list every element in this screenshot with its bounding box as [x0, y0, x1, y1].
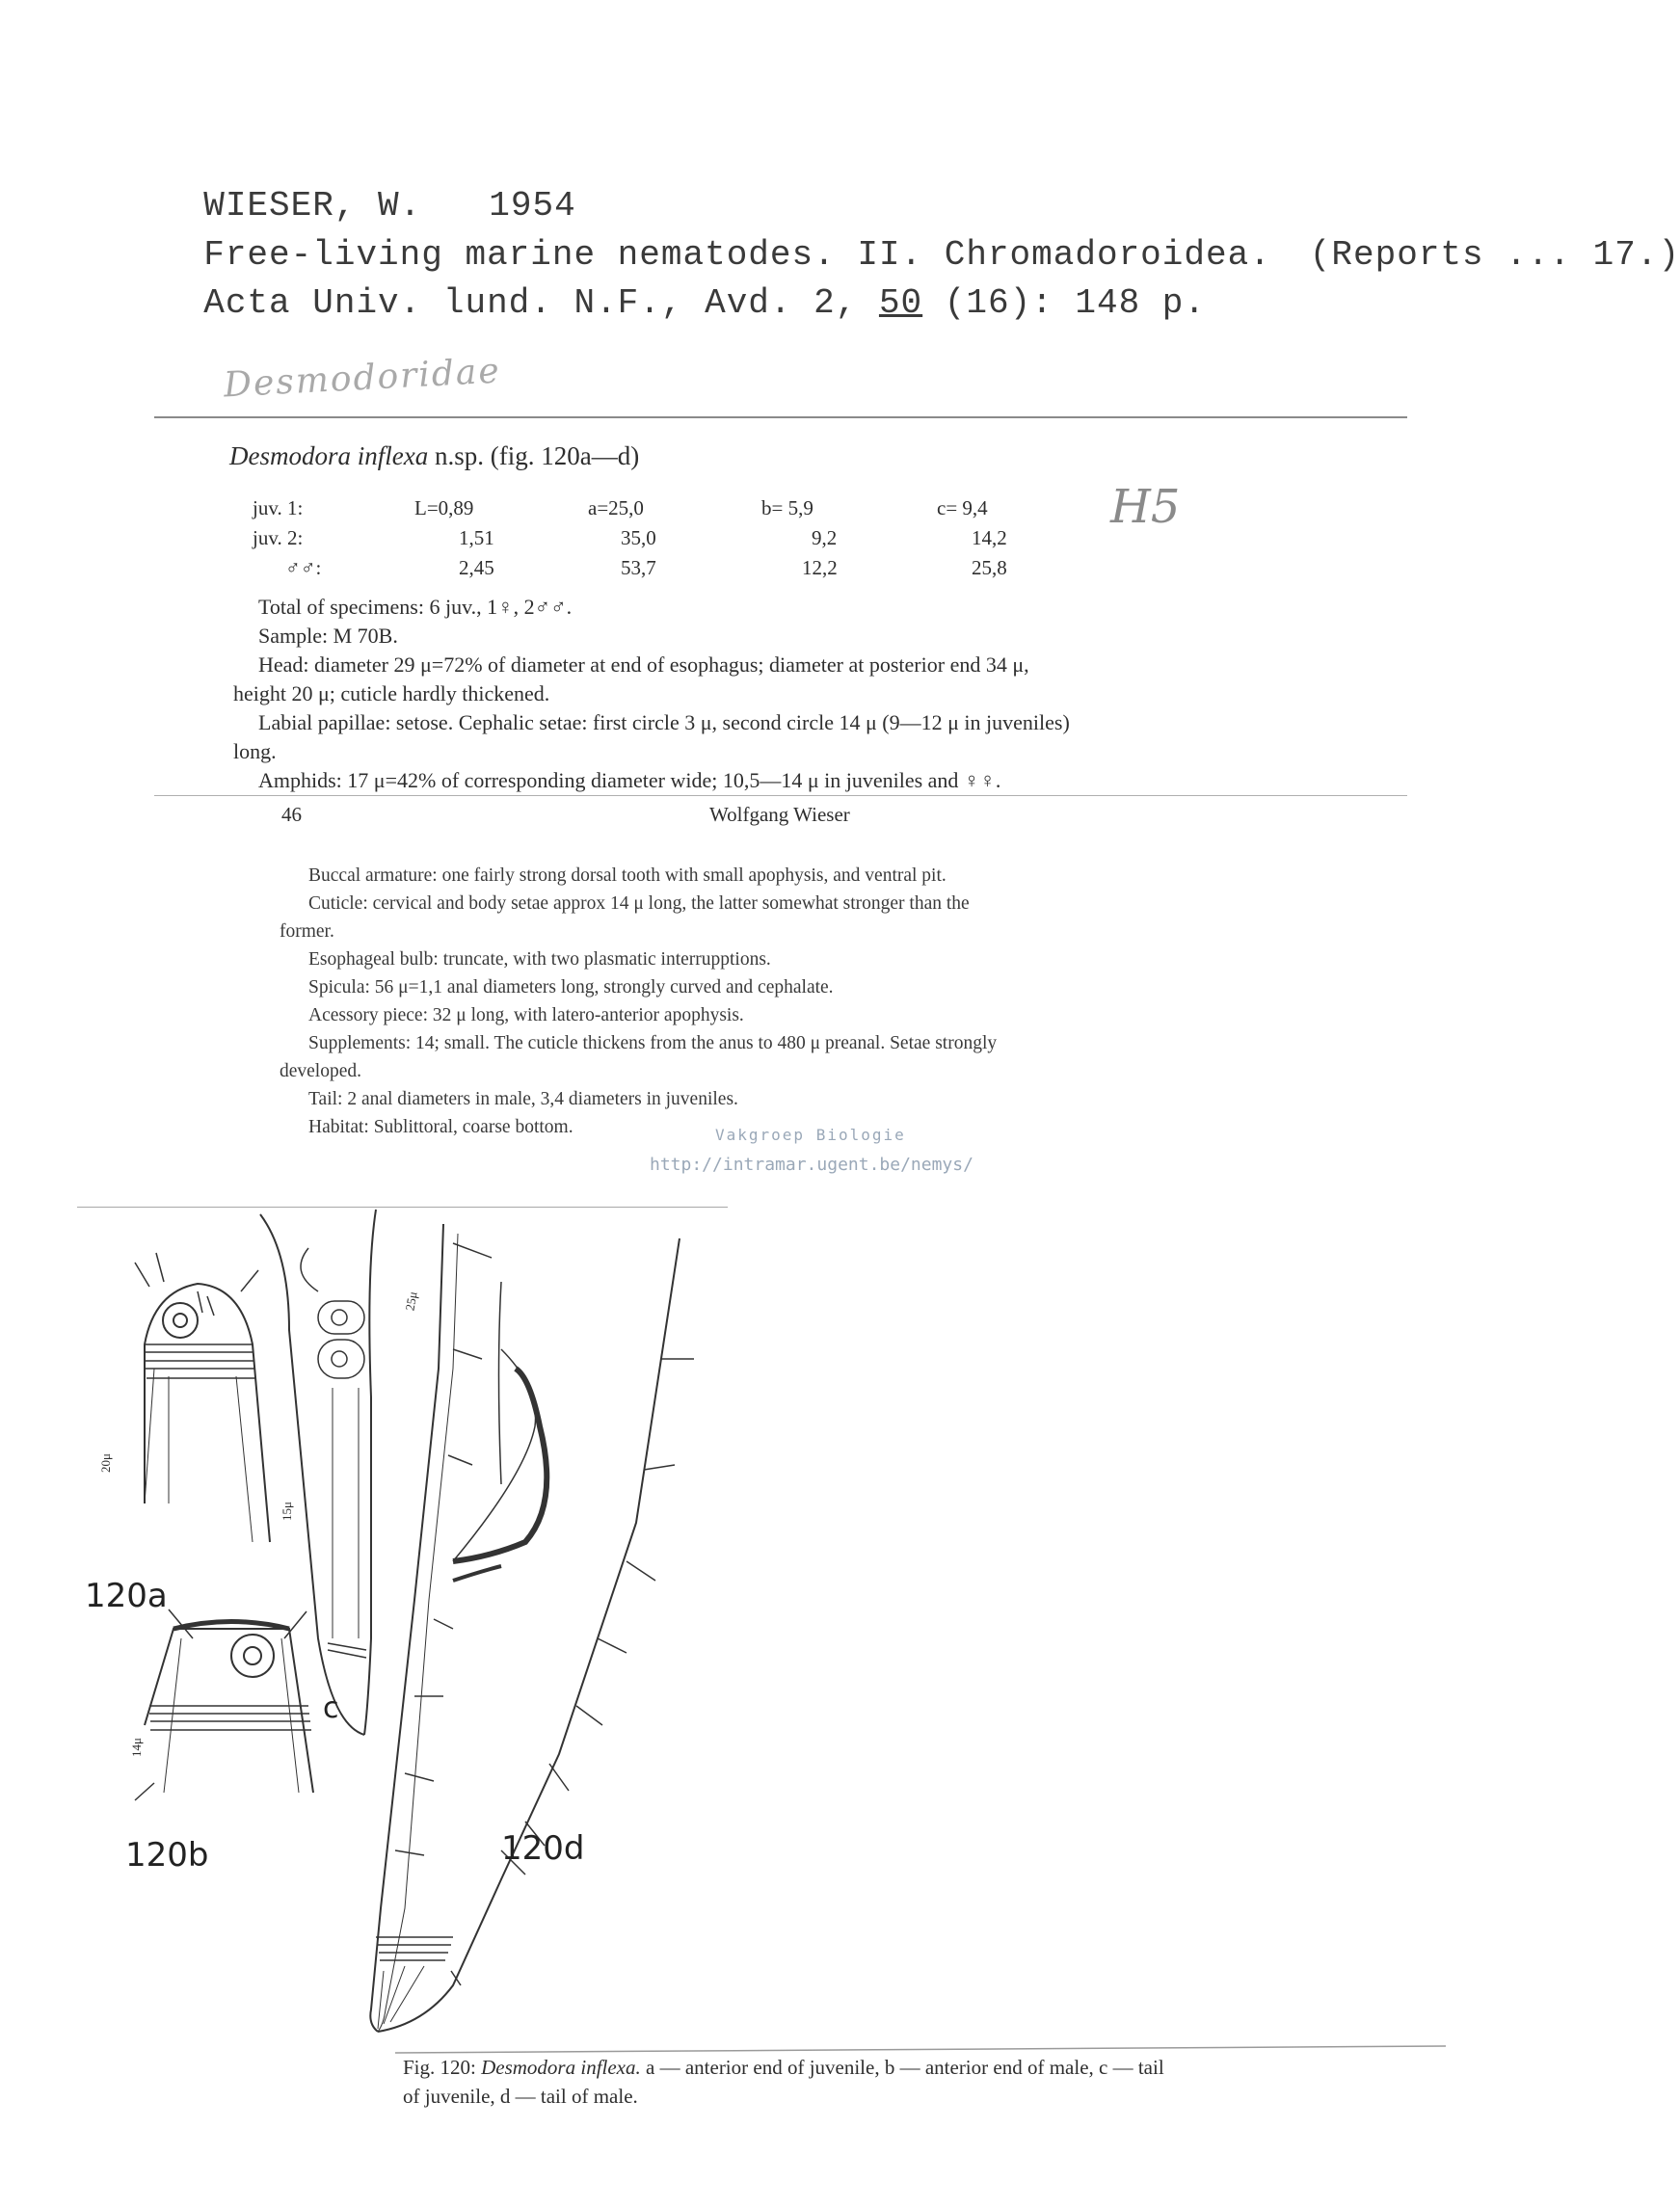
stage-label: ♂♂:	[285, 556, 322, 579]
journal-volume: 50	[878, 283, 923, 323]
year: 1954	[489, 186, 576, 226]
caption-species: Desmodora inflexa.	[481, 2056, 641, 2079]
journal-post: (16): 148 p.	[944, 283, 1207, 323]
author-name: WIESER, W.	[203, 186, 422, 226]
text-line: Tail: 2 anal diameters in male, 3,4 diameters in juveniles.	[308, 1089, 738, 1109]
text-line: Supplements: 14; small. The cuticle thickens from the anus to 480 μ preanal. Setae strongly	[308, 1033, 998, 1053]
text-line: former.	[280, 921, 334, 942]
page-number: 46	[281, 803, 302, 826]
running-head: Wolfgang Wieser	[709, 803, 850, 826]
scale-label: 20μ	[97, 1453, 113, 1473]
head-line-1: Head: diameter 29 μ=72% of diameter at end of esophagus; diameter at posterior end 34 μ,	[258, 652, 1029, 677]
label-120a: 120a	[85, 1577, 168, 1615]
text-line: Cuticle: cervical and body setae approx 14 μ long, the latter somewhat stronger than the	[308, 893, 970, 914]
handwritten-code: H5	[1110, 480, 1181, 534]
value-a: a=25,0	[588, 496, 644, 519]
handwritten-family-note: Desmodoridae	[223, 351, 502, 406]
value-b: 9,2	[812, 526, 838, 549]
drawing-120d	[370, 1224, 694, 2032]
species-suffix: n.sp. (fig. 120a—d)	[434, 441, 640, 470]
labial-line-2: long.	[233, 739, 277, 763]
scale-label: 25μ	[402, 1290, 420, 1313]
caption-rest-1: a — anterior end of juvenile, b — anterior end of male, c — tail	[646, 2056, 1164, 2079]
value-c: 14,2	[972, 526, 1007, 549]
value-b: b= 5,9	[761, 496, 813, 519]
caption-prefix: Fig. 120:	[403, 2056, 476, 2079]
watermark-dept: Vakgroep Biologie	[715, 1126, 906, 1144]
label-120d: 120d	[501, 1829, 585, 1868]
caption-line-2: of juvenile, d — tail of male.	[403, 2085, 638, 2108]
label-120c: c	[323, 1691, 339, 1725]
caption-line-1	[403, 2053, 1473, 2082]
species-epithet: inflexa	[357, 441, 429, 470]
text-line: Acessory piece: 32 μ long, with latero-anterior apophysis.	[308, 1005, 744, 1025]
sample: Sample: M 70B.	[258, 624, 398, 648]
value-L: 1,51	[459, 526, 494, 549]
amphids-line: Amphids: 17 μ=42% of corresponding diameter wide; 10,5—14 μ in juveniles and ♀♀.	[258, 768, 1001, 792]
drawing-120c	[260, 1210, 376, 1735]
text-line: Habitat: Sublittoral, coarse bottom.	[308, 1117, 573, 1137]
value-L: L=0,89	[414, 496, 474, 519]
value-c: c= 9,4	[937, 496, 988, 519]
value-b: 12,2	[802, 556, 838, 579]
journal-pre: Acta Univ. lund. N.F., Avd. 2,	[203, 283, 858, 323]
head-line-2: height 20 μ; cuticle hardly thickened.	[233, 681, 550, 705]
labial-line-1: Labial papillae: setose. Cephalic setae: first circle 3 μ, second circle 14 μ (9—12 μ in juveniles)	[258, 710, 1070, 734]
label-120b: 120b	[125, 1836, 209, 1875]
value-a: 35,0	[621, 526, 656, 549]
figure-caption	[403, 2053, 1473, 2111]
scale-label: 15μ	[279, 1502, 294, 1521]
watermark-url: http://intramar.ugent.be/nemys/	[650, 1155, 973, 1175]
value-c: 25,8	[972, 556, 1007, 579]
value-L: 2,45	[459, 556, 494, 579]
scale-label: 14μ	[128, 1738, 144, 1757]
stage-label: juv. 1:	[253, 496, 304, 519]
text-line: Buccal armature: one fairly strong dorsal tooth with small apophysis, and ventral pit.	[308, 865, 947, 886]
reports-text: (Reports ... 17.)	[1309, 235, 1680, 275]
total-specimens: Total of specimens: 6 juv., 1♀, 2♂♂.	[258, 595, 573, 619]
drawing-120b	[135, 1609, 313, 1800]
stage-label: juv. 2:	[253, 526, 304, 549]
text-line: Esophageal bulb: truncate, with two plasmatic interrupptions.	[308, 949, 771, 970]
text-line: developed.	[280, 1061, 362, 1081]
text-line: Spicula: 56 μ=1,1 anal diameters long, strongly curved and cephalate.	[308, 977, 834, 998]
value-a: 53,7	[621, 556, 656, 579]
drawing-120a	[135, 1253, 270, 1542]
figure-bottom-rule	[395, 2046, 1446, 2053]
species-genus: Desmodora	[229, 441, 351, 470]
title-text: Free-living marine nematodes. II. Chromadoroidea.	[203, 235, 1271, 275]
